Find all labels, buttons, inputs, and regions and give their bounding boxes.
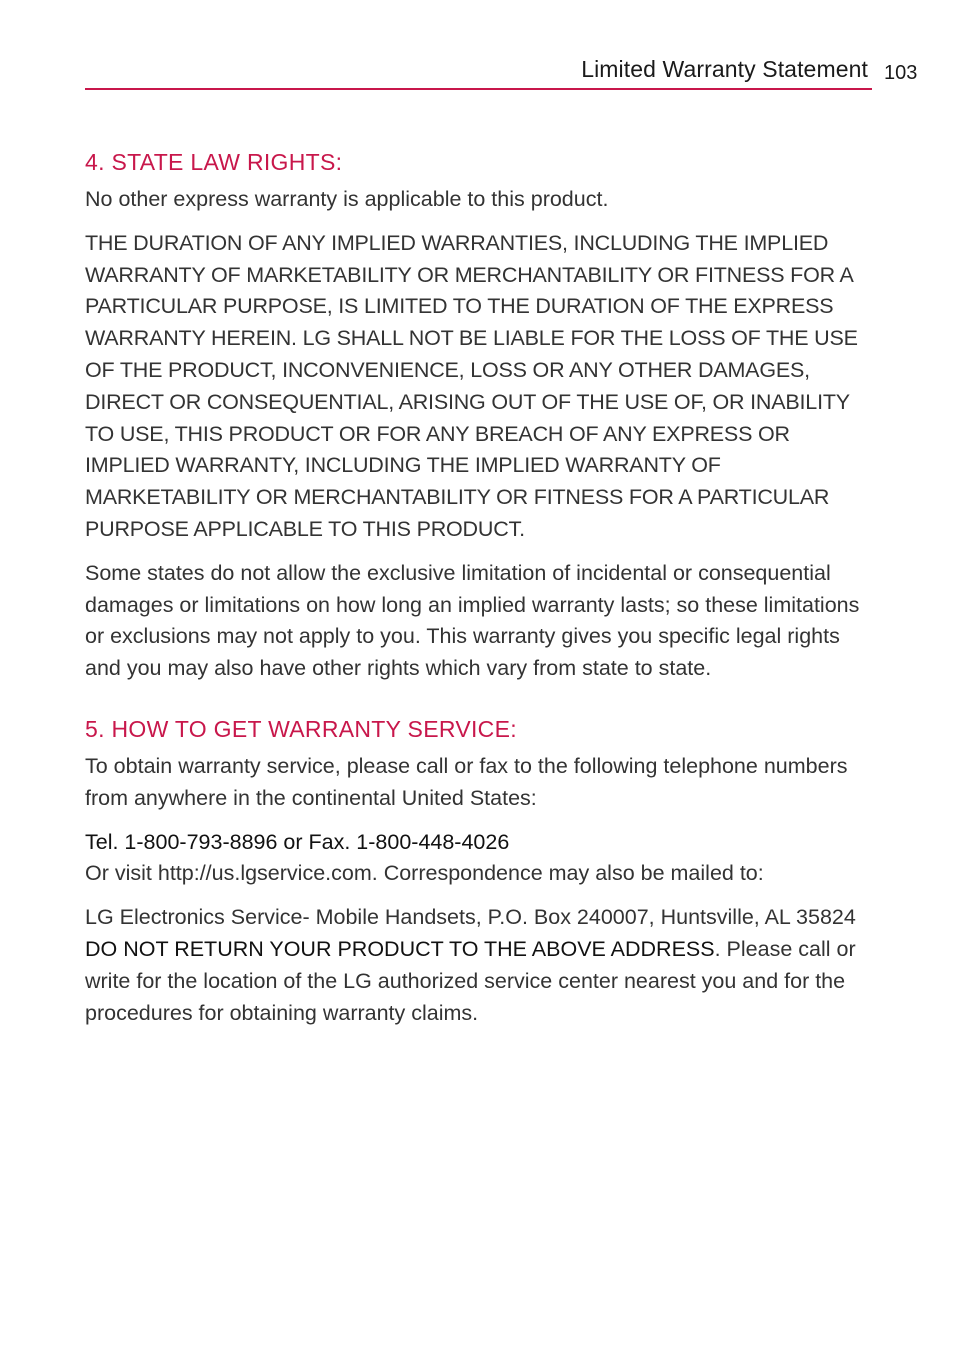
- section-4-paragraph-1: No other express warranty is applicable to this product.: [85, 187, 609, 211]
- address-instructions: . Please call or write for the location of the LG authorized service center nearest you and for the procedures for obtaining warranty claims.: [85, 936, 856, 1025]
- address-text: LG Electronics Service- Mobile Handsets, P.O. Box 240007, Huntsville, AL 35824: [85, 905, 856, 930]
- telephone-line: Tel. 1-800-793-8896 or Fax. 1-800-448-4026: [85, 829, 510, 854]
- page-header: [85, 52, 872, 90]
- section-4-heading: 4. STATE LAW RIGHTS:: [85, 149, 343, 175]
- mailing-address-paragraph: [85, 902, 875, 1029]
- header-title: Limited Warranty Statement: [581, 56, 868, 82]
- section-4-paragraph-2: THE DURATION OF ANY IMPLIED WARRANTIES, INCLUDING THE IMPLIED WARRANTY OF MARKETABILITY OR MERCHANTABILITY OR FITNESS FOR A PARTICULAR PURPOSE, IS LIMITED TO THE DURATION OF THE EXPRESS WARRANTY HEREIN. LG SHALL NOT BE LIABLE FOR THE LOSS OF THE USE OF THE PRODUCT, INCONVENIENCE, LOSS OR ANY OTHER DAMAGES, DIRECT OR CONSEQUENTIAL, ARISING OUT OF THE USE OF, OR INABILITY TO USE, THIS PRODUCT OR FOR ANY BREACH OF ANY EXPRESS OR IMPLIED WARRANTY, INCLUDING THE IMPLIED WARRANTY OF MARKETABILITY OR MERCHANTABILITY OR FITNESS FOR A PARTICULAR PURPOSE APPLICABLE TO THIS PRODUCT.: [85, 230, 858, 541]
- section-5-heading: 5. HOW TO GET WARRANTY SERVICE:: [85, 715, 517, 742]
- section-4-paragraph-3: Some states do not allow the exclusive limitation of incidental or consequential damages or limitations on how long an implied warranty lasts; so these limitations or exclusions may not apply to you. This warranty gives you specific legal rights and you may also have other rights which vary from state to state.: [85, 560, 860, 681]
- page-content: [85, 146, 875, 1029]
- page-number: 103: [884, 62, 918, 84]
- section-5-paragraph-1: To obtain warranty service, please call or fax to the following telephone numbers from anywhere in the continental United States:: [85, 753, 848, 810]
- address-warning: DO NOT RETURN YOUR PRODUCT TO THE ABOVE ADDRESS: [85, 936, 715, 961]
- visit-line: Or visit http://us.lgservice.com. Correspondence may also be mailed to:: [85, 861, 764, 886]
